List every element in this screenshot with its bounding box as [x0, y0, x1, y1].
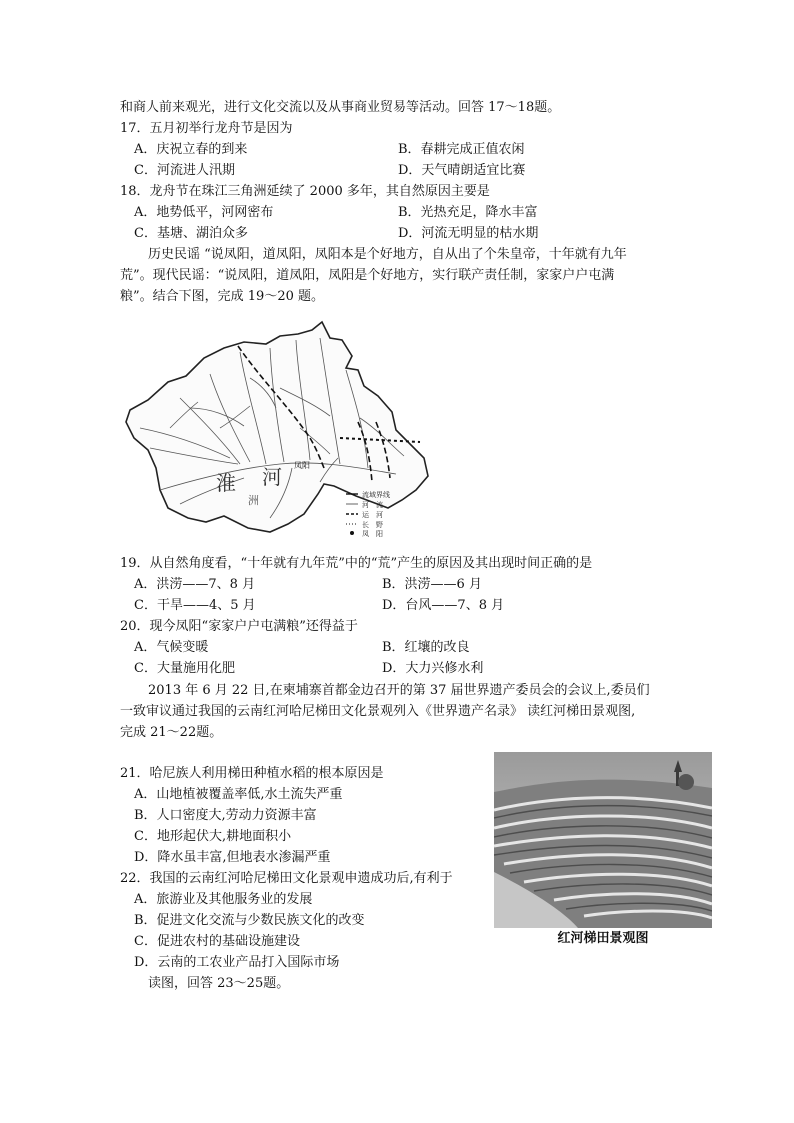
passage-line: 2013 年 6 月 22 日,在柬埔寨首都金边召开的第 37 届世界遗产委员会的会议上,委员们	[148, 683, 650, 698]
question-22-option-a: A．旅游业及其他服务业的发展	[134, 892, 313, 907]
question-21-option-c: C．地形起伏大,耕地面积小	[134, 829, 292, 844]
question-21-option-a: A．山地植被覆盖率低,水土流失严重	[134, 787, 343, 802]
question-19-option-d: D．台风——7、8 月	[382, 598, 505, 613]
passage-line: 历史民谣 “说凤阳，道凤阳，凤阳本是个好地方，自从出了个朱皇帝，十年就有九年	[148, 247, 627, 262]
question-17-option-c: C．河流进人汛期	[134, 163, 235, 178]
photo-caption: 红河梯田景观图	[557, 931, 649, 946]
question-18-option-c: C．基塘、湖泊众多	[134, 226, 248, 241]
question-17-option-b: B．春耕完成正值农闲	[398, 142, 525, 157]
passage-line: 一致审议通过我国的云南红河哈尼梯田文化景观列入《世界遗产名录》 读红河梯田景观图,	[120, 704, 636, 719]
question-20-option-c: C．大量施用化肥	[134, 661, 235, 676]
question-21-option-d: D．降水虽丰富,但地表水渗漏严重	[134, 850, 331, 865]
question-19-option-a: A．洪涝——7、8 月	[134, 577, 256, 592]
question-20-stem: 20．现今凤阳“家家户户屯满粮”还得益于	[120, 619, 358, 634]
question-18-option-b: B．光热充足，降水丰富	[398, 205, 538, 220]
legend-item: 流域界线	[362, 491, 390, 499]
fengyang-map	[120, 318, 432, 540]
legend-item: 河 流	[362, 501, 383, 509]
passage-line: 粮”。结合下图，完成 19～20 题。	[120, 289, 324, 304]
question-19-option-c: C．干旱——4、5 月	[134, 598, 256, 613]
question-17-stem: 17．五月初举行龙舟节是因为	[120, 121, 293, 136]
question-18-option-a: A．地势低平，河网密布	[134, 205, 274, 220]
terrace-photo	[494, 752, 712, 928]
passage-line: 荒”。现代民谣：“说凤阳，道凤阳，凤阳是个好地方，实行联产责任制，家家户户屯满	[120, 268, 615, 283]
passage-line: 读图，回答 23～25题。	[148, 976, 290, 991]
question-22-option-c: C．促进农村的基础设施建设	[134, 934, 300, 949]
legend-item: 运 河	[362, 511, 383, 519]
question-17-option-a: A．庆祝立春的到来	[134, 142, 248, 157]
passage-line: 和商人前来观光，进行文化交流以及从事商业贸易等活动。回答 17～18题。	[120, 100, 561, 115]
legend-item: 凤 阳	[362, 530, 383, 538]
question-18-option-d: D．河流无明显的枯水期	[398, 226, 539, 241]
question-20-option-d: D．大力兴修水利	[382, 661, 484, 676]
question-19-stem: 19．从自然角度看，“十年就有九年荒”中的“荒”产生的原因及其出现时间正确的是	[120, 556, 593, 571]
map-label-zhou: 洲	[248, 494, 259, 507]
question-21-stem: 21．哈尼族人利用梯田种植水稻的根本原因是	[120, 766, 384, 781]
question-17-option-d: D．天气晴朗适宜比赛	[398, 163, 526, 178]
question-20-option-b: B．红壤的改良	[382, 640, 470, 655]
question-18-stem: 18．龙舟节在珠江三角洲延续了 2000 多年，其自然原因主要是	[120, 184, 490, 199]
legend-item: 长 野	[362, 521, 383, 529]
passage-line: 完成 21～22题。	[120, 725, 223, 740]
question-19-option-b: B．洪涝——6 月	[382, 577, 482, 592]
question-21-option-b: B．人口密度大,劳动力资源丰富	[134, 808, 317, 823]
map-label-huai: 淮	[216, 471, 236, 495]
map-label-he: 河	[262, 465, 282, 489]
map-label-fengyang: 凤阳	[294, 461, 310, 470]
question-22-option-b: B．促进文化交流与少数民族文化的改变	[134, 913, 365, 928]
map-legend	[346, 490, 390, 538]
question-22-option-d: D．云南的工农业产品打入国际市场	[134, 955, 340, 970]
question-20-option-a: A．气候变暖	[134, 640, 209, 655]
question-22-stem: 22．我国的云南红河哈尼梯田文化景观申遗成功后,有利于	[120, 871, 453, 886]
